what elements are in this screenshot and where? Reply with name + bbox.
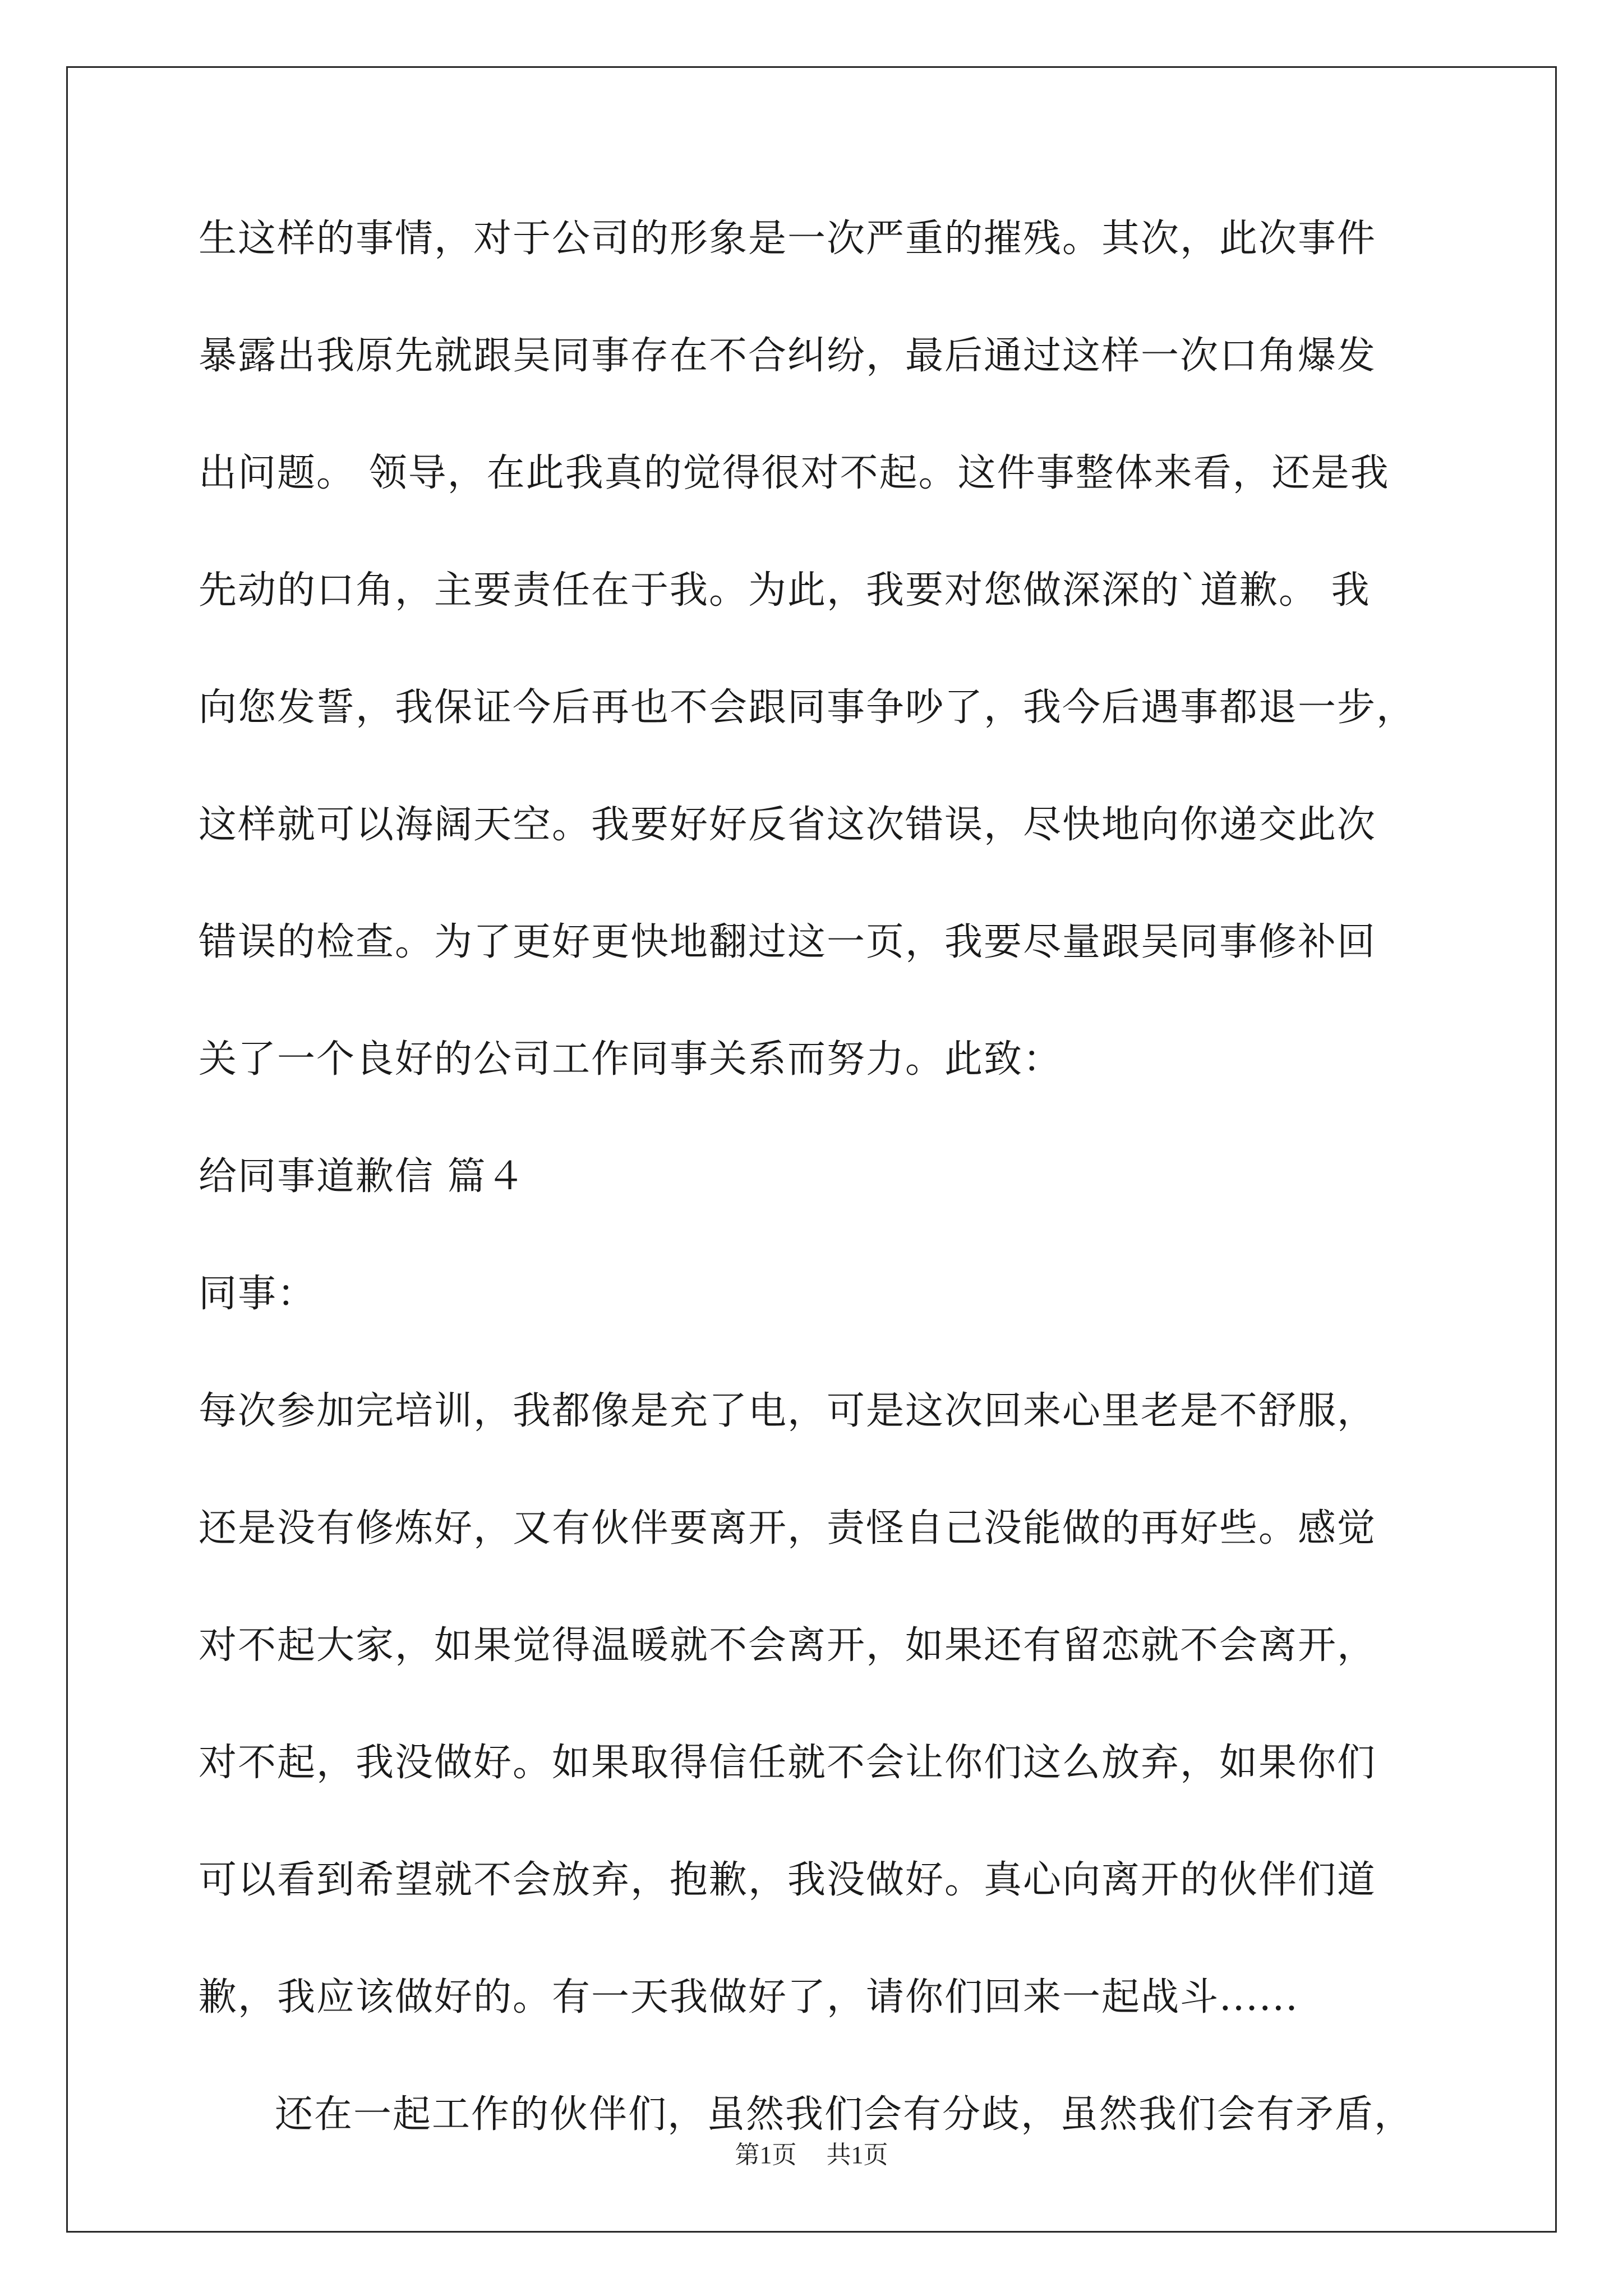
body-line: 先动的口角，主要责任在于我。为此，我要对您做深深的`道歉。 我 — [199, 568, 1371, 613]
salutation: 同事： — [199, 1272, 317, 1316]
body-line: 对不起大家，如果觉得温暖就不会离开，如果还有留恋就不会离开， — [199, 1623, 1377, 1668]
body-line: 错误的检查。为了更好更快地翻过这一页，我要尽量跟吴同事修补回 — [199, 920, 1377, 964]
body-line: 这样就可以海阔天空。我要好好反省这次错误，尽快地向你递交此次 — [199, 803, 1377, 847]
body-line: 可以看到希望就不会放弃，抱歉，我没做好。真心向离开的伙伴们道 — [199, 1858, 1377, 1902]
body-line: 还是没有修炼好，又有伙伴要离开，责怪自己没能做的再好些。感觉 — [199, 1506, 1377, 1550]
body-line: 对不起，我没做好。如果取得信任就不会让你们这么放弃，如果你们 — [199, 1741, 1377, 1785]
body-line: 关了一个良好的公司工作同事关系而努力。此致： — [199, 1037, 1063, 1082]
body-line: 暴露出我原先就跟吴同事存在不合纠纷，最后通过这样一次口角爆发 — [199, 334, 1377, 378]
page-total: 共1页 — [826, 2141, 888, 2169]
body-line-indented: 还在一起工作的伙伴们，虽然我们会有分歧，虽然我们会有矛盾， — [275, 2092, 1414, 2137]
body-line: 歉，我应该做好的。有一天我做好了，请你们回来一起战斗...... — [199, 1975, 1299, 2019]
page-number: 第1页 — [735, 2141, 797, 2169]
body-line: 每次参加完培训，我都像是充了电，可是这次回来心里老是不舒服， — [199, 1389, 1377, 1433]
body-line: 向您发誓，我保证今后再也不会跟同事争吵了，我今后遇事都退一步， — [199, 685, 1416, 730]
body-line: 生这样的事情，对于公司的形象是一次严重的摧残。其次，此次事件 — [199, 217, 1377, 261]
section-heading: 给同事道歉信 篇４ — [199, 1154, 526, 1199]
page-footer — [0, 2142, 1623, 2169]
body-line: 出问题。 领导，在此我真的觉得很对不起。这件事整体来看，还是我 — [199, 451, 1390, 495]
document-body — [199, 219, 1449, 2212]
